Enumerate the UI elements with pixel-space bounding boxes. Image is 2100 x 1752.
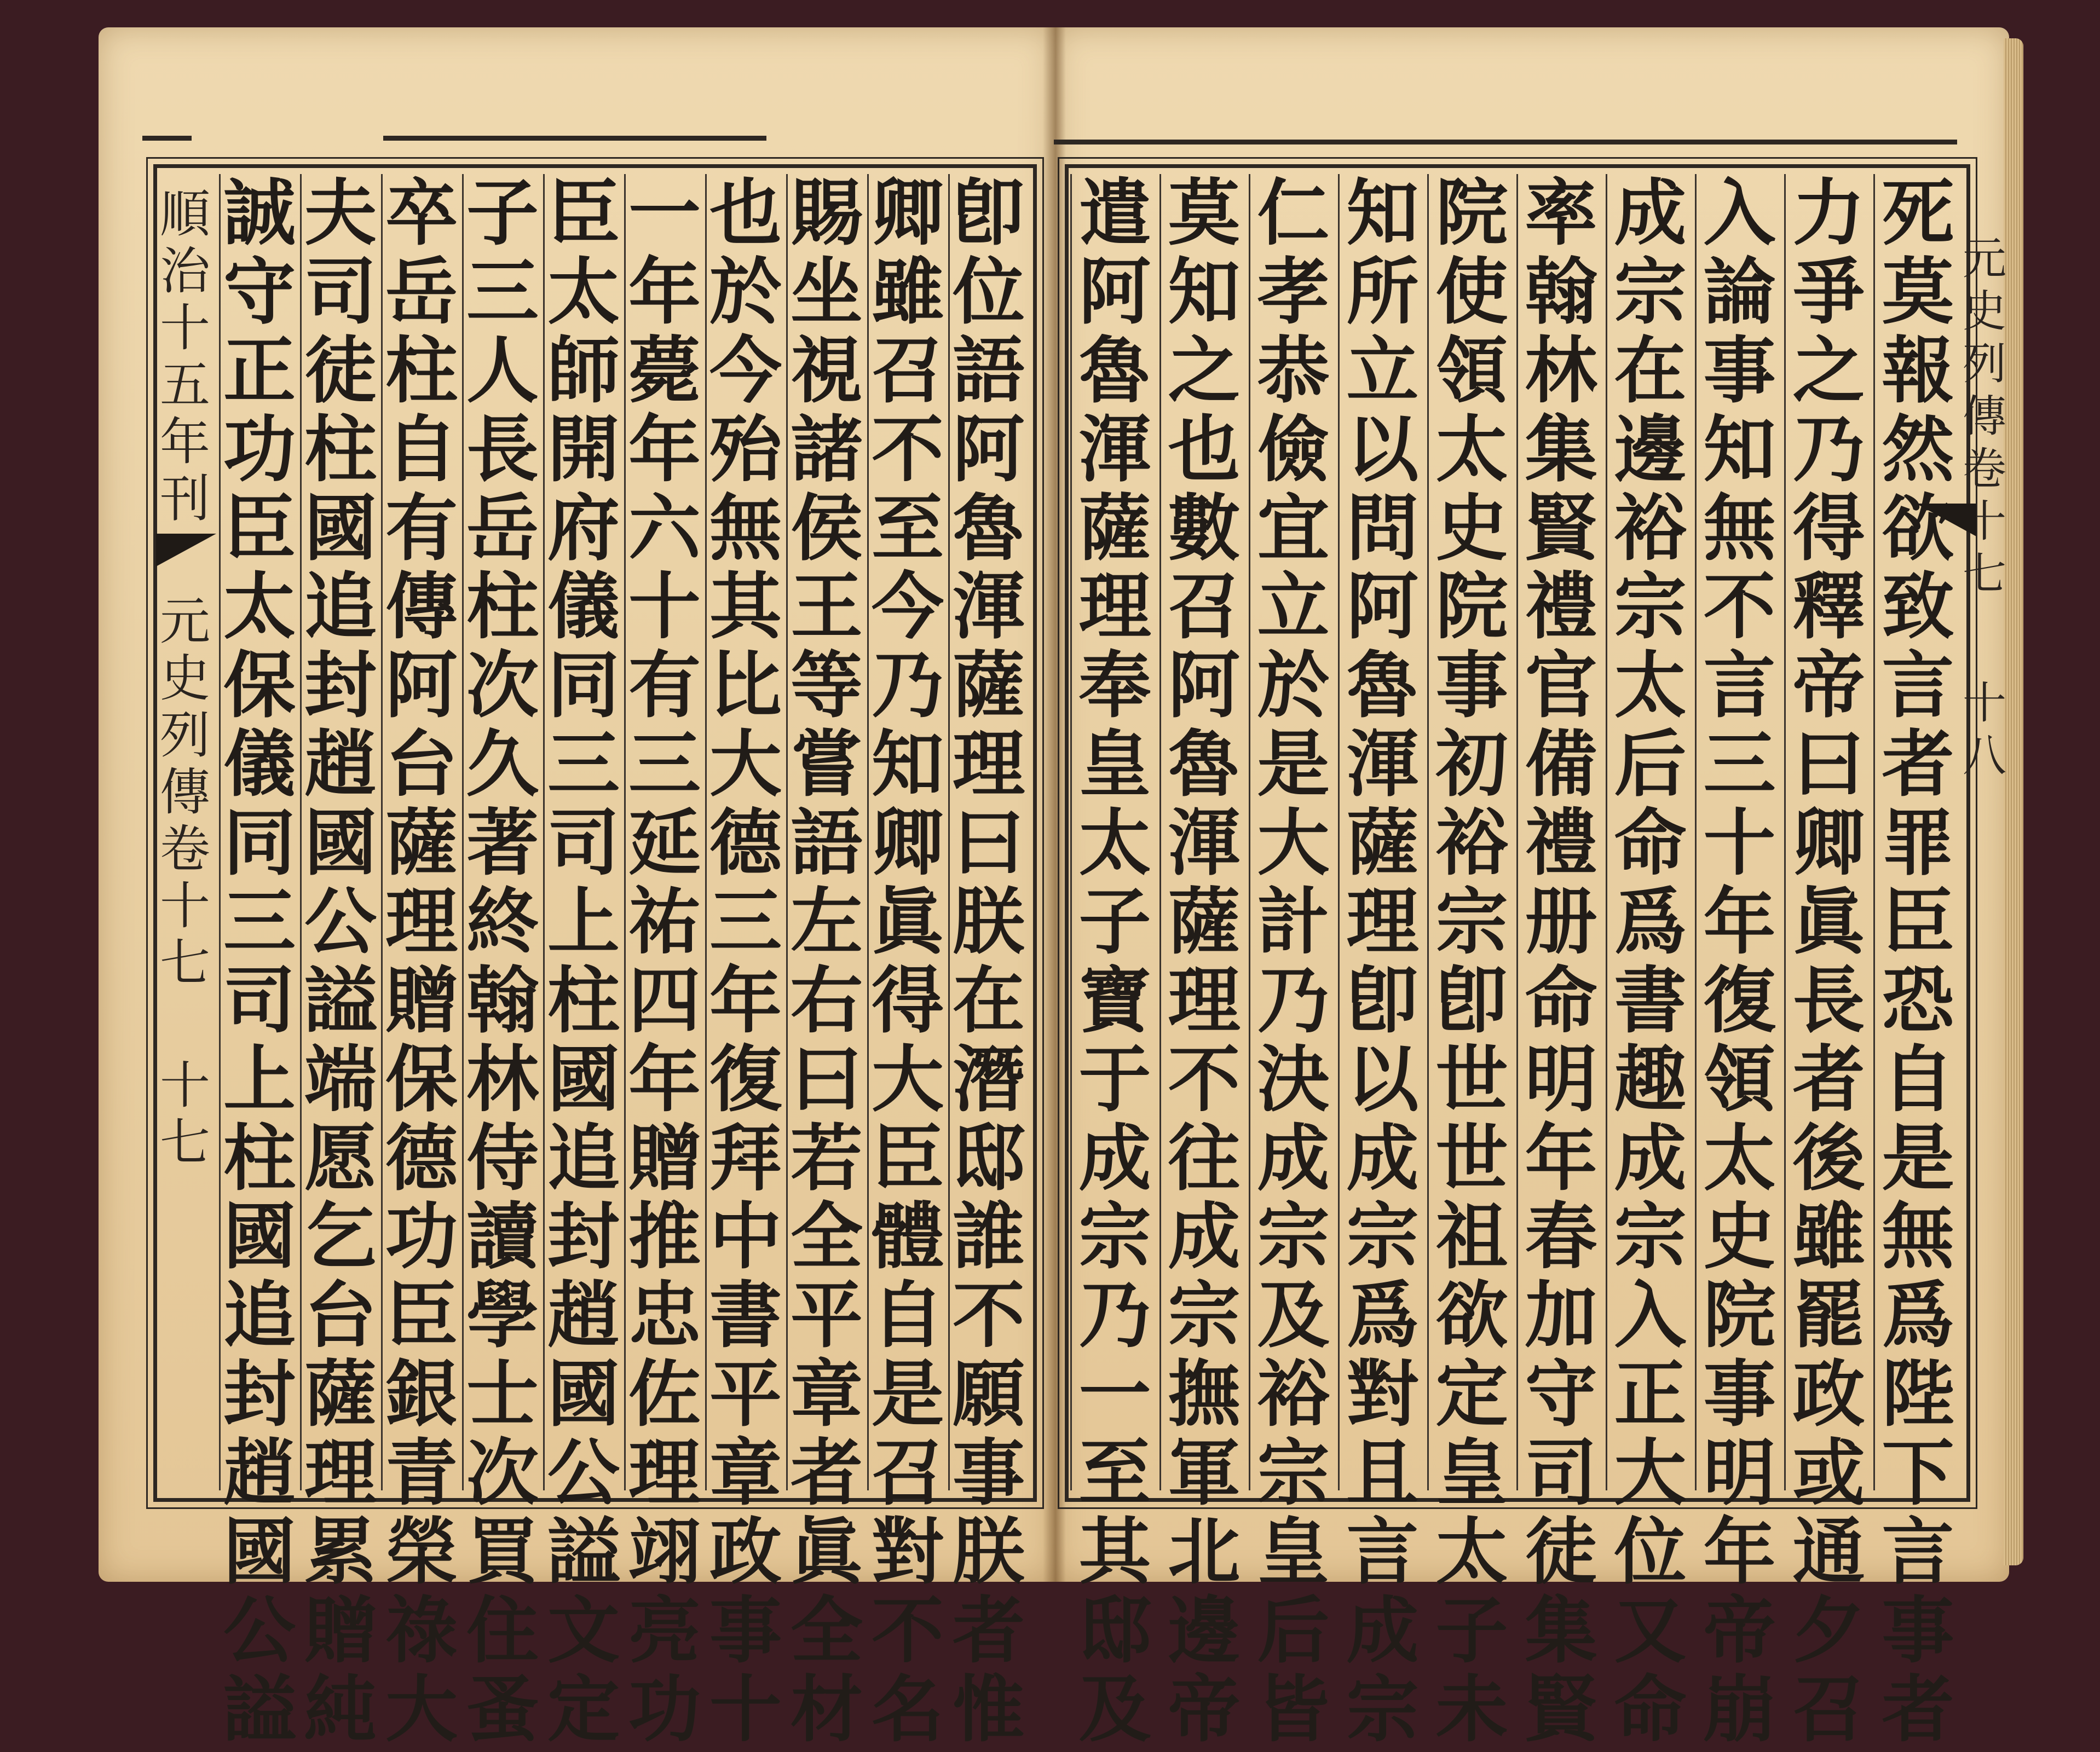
right-banxin — [1965, 174, 2004, 1490]
banxin-title: 順 治 十 五 年 刊 — [159, 185, 210, 528]
text-column: 臣 太 師 開 府 儀 同 三 司 上 柱 國 追 封 趙 國 公 謚 文 定 — [547, 171, 620, 1752]
text-column: 成 宗 在 邊 裕 宗 太 后 命 爲 書 趣 成 宗 入 正 大 位 又 命 — [1614, 171, 1687, 1752]
right-top-bar — [1054, 140, 1957, 144]
left-fishtail-mark — [156, 534, 216, 566]
column-rule — [1516, 174, 1518, 1490]
text-column: 死 莫 報 然 欲 致 言 者 罪 臣 恐 自 是 無 爲 陛 下 言 事 者 — [1882, 171, 1954, 1752]
column-rule — [1159, 174, 1161, 1490]
page-edges — [2004, 38, 2023, 1565]
column-rule — [219, 174, 221, 1490]
column-rule — [1338, 174, 1340, 1490]
text-column: 賜 坐 視 諸 侯 王 等 嘗 語 左 右 曰 若 全 平 章 者 眞 全 材 — [791, 171, 863, 1752]
text-column: 子 三 人 長 岳 柱 次 久 著 終 翰 林 侍 讀 學 士 次 買 住 蚤 — [466, 171, 539, 1752]
banxin-book-title: 元 史 列 傳 卷 十 七 — [1963, 233, 2006, 599]
text-column: 一 年 薨 年 六 十 有 三 延 祐 四 年 贈 推 忠 佐 理 翊 亮 功 — [628, 171, 701, 1752]
book-spine — [1043, 27, 1066, 1582]
text-column: 誠 守 正 功 臣 太 保 儀 同 三 司 上 柱 國 追 封 趙 國 公 謚 — [223, 171, 296, 1752]
text-column: 遣 阿 魯 渾 薩 理 奉 皇 太 子 寶 于 成 宗 乃 一 至 其 邸 及 — [1078, 171, 1151, 1752]
text-column: 入 論 事 知 無 不 言 三 十 年 復 領 太 史 院 事 明 年 帝 崩 — [1703, 171, 1776, 1752]
column-rule — [1427, 174, 1429, 1490]
text-column: 卒 岳 柱 自 有 傳 阿 台 薩 理 贈 保 德 功 臣 銀 青 榮 祿 大 — [385, 171, 458, 1752]
text-column: 也 於 今 殆 無 其 比 大 德 三 年 復 拜 中 書 平 章 政 事 十 — [709, 171, 782, 1752]
column-rule — [1606, 174, 1607, 1490]
text-column: 率 翰 林 集 賢 禮 官 備 禮 册 命 明 年 春 加 守 司 徒 集 賢 — [1525, 171, 1597, 1752]
left-banxin — [154, 174, 216, 1490]
left-top-bar — [383, 136, 766, 141]
column-rule — [1873, 174, 1875, 1490]
text-column: 卿 雖 召 不 至 今 乃 知 卿 眞 得 大 臣 體 自 是 召 對 不 名 — [872, 171, 944, 1752]
banxin-book-title: 元 史 列 傳 卷 十 七 — [159, 592, 210, 992]
text-column: 力 爭 之 乃 得 釋 帝 曰 卿 眞 長 者 後 雖 罷 政 或 通 夕 召 — [1792, 171, 1865, 1752]
text-column: 夫 司 徒 柱 國 追 封 趙 國 公 謚 端 愿 乞 台 薩 理 累 贈 純 — [304, 171, 377, 1752]
column-rule — [1695, 174, 1697, 1490]
text-column: 院 使 領 太 史 院 事 初 裕 宗 卽 世 世 祖 欲 定 皇 太 子 未 — [1435, 171, 1508, 1752]
text-column: 莫 知 之 也 數 召 阿 魯 渾 薩 理 不 往 成 宗 撫 軍 北 邊 帝 — [1168, 171, 1241, 1752]
text-column: 知 所 立 以 問 阿 魯 渾 薩 理 卽 以 成 宗 爲 對 且 言 成 宗 — [1346, 171, 1419, 1752]
page-number: 十 八 — [1963, 678, 2006, 781]
page-number: 十 七 — [159, 1056, 210, 1172]
column-rule — [1249, 174, 1250, 1490]
text-column: 卽 位 語 阿 魯 渾 薩 理 曰 朕 在 潛 邸 誰 不 願 事 朕 者 惟 — [953, 171, 1025, 1752]
column-rule — [1784, 174, 1786, 1490]
column-rule — [1070, 174, 1072, 1490]
text-column: 仁 孝 恭 儉 宜 立 於 是 大 計 乃 決 成 宗 及 裕 宗 皇 后 皆 — [1257, 171, 1330, 1752]
left-top-mark — [142, 136, 192, 141]
right-fishtail-mark — [1916, 504, 1976, 536]
